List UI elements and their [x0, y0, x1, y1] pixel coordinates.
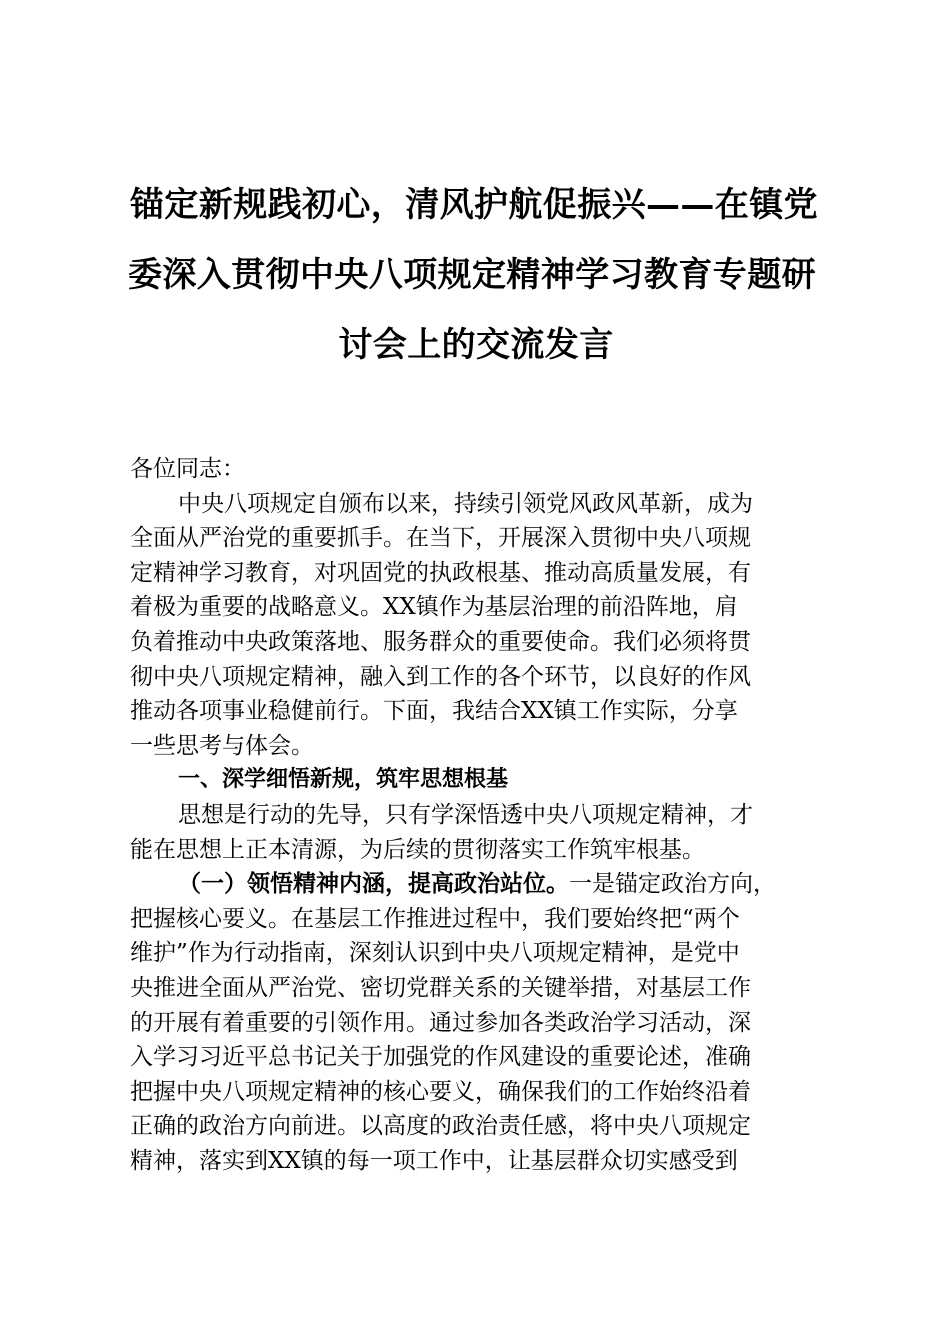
- paragraph-line: 维护”作为行动指南，深刻认识到中央八项规定精神，是党中: [130, 940, 740, 967]
- document-body: [130, 452, 842, 1178]
- title-line-3: 讨会上的交流发言: [338, 325, 614, 365]
- subsection-first-line-text: 一是锚定政治方向，: [569, 871, 776, 898]
- paragraph-line: 负着推动中央政策落地、服务群众的重要使命。我们必须将贯: [130, 628, 751, 655]
- paragraph-line: 的开展有着重要的引领作用。通过参加各类政治学习活动，深: [130, 1009, 751, 1036]
- paragraph-line: 中央八项规定自颁布以来，持续引领党风政风革新，成为: [178, 490, 753, 517]
- paragraph-line: 推动各项事业稳健前行。下面，我结合XX镇工作实际，分享: [130, 698, 738, 725]
- title-line-1: 锚定新规践初心，清风护航促振兴——在镇党: [130, 185, 818, 225]
- paragraph-line: 彻中央八项规定精神，融入到工作的各个环节，以良好的作风: [130, 663, 751, 690]
- paragraph-line: 入学习习近平总书记关于加强党的作风建设的重要论述，准确: [130, 1044, 751, 1071]
- paragraph-line: [130, 867, 842, 902]
- subsection-1-paragraph: [130, 867, 842, 1178]
- intro-paragraph: [130, 487, 842, 764]
- paragraph-line: 央推进全面从严治党、密切党群关系的关键举措，对基层工作: [130, 974, 751, 1001]
- section-heading-1: 一、深学细悟新规，筑牢思想根基: [178, 767, 509, 793]
- salutation: 各位同志：: [130, 456, 245, 482]
- paragraph-line: 定精神学习教育，对巩固党的执政根基、推动高质量发展，有: [130, 559, 751, 586]
- paragraph-line: 一些思考与体会。: [130, 732, 314, 759]
- paragraph-line: 把握中央八项规定精神的核心要义，确保我们的工作始终沿着: [130, 1078, 751, 1105]
- paragraph-line: 思想是行动的先导，只有学深悟透中央八项规定精神，才: [178, 801, 753, 828]
- paragraph-line: 着极为重要的战略意义。XX镇作为基层治理的前沿阵地，肩: [130, 594, 738, 621]
- subsection-heading-1: （一）领悟精神内涵，提高政治站位。: [178, 870, 569, 898]
- paragraph-line: 把握核心要义。在基层工作推进过程中，我们要始终把“两个: [130, 905, 740, 932]
- document-title: [120, 185, 832, 365]
- paragraph-line: 能在思想上正本清源，为后续的贯彻落实工作筑牢根基。: [130, 836, 705, 863]
- title-line-2: 委深入贯彻中央八项规定精神学习教育专题研: [128, 255, 816, 295]
- section-1-paragraph: [130, 798, 842, 867]
- paragraph-line: 正确的政治方向前进。以高度的政治责任感，将中央八项规定: [130, 1113, 751, 1140]
- paragraph-line: 全面从严治党的重要抓手。在当下，开展深入贯彻中央八项规: [130, 525, 751, 552]
- paragraph-line: 精神，落实到XX镇的每一项工作中，让基层群众切实感受到: [130, 1147, 738, 1174]
